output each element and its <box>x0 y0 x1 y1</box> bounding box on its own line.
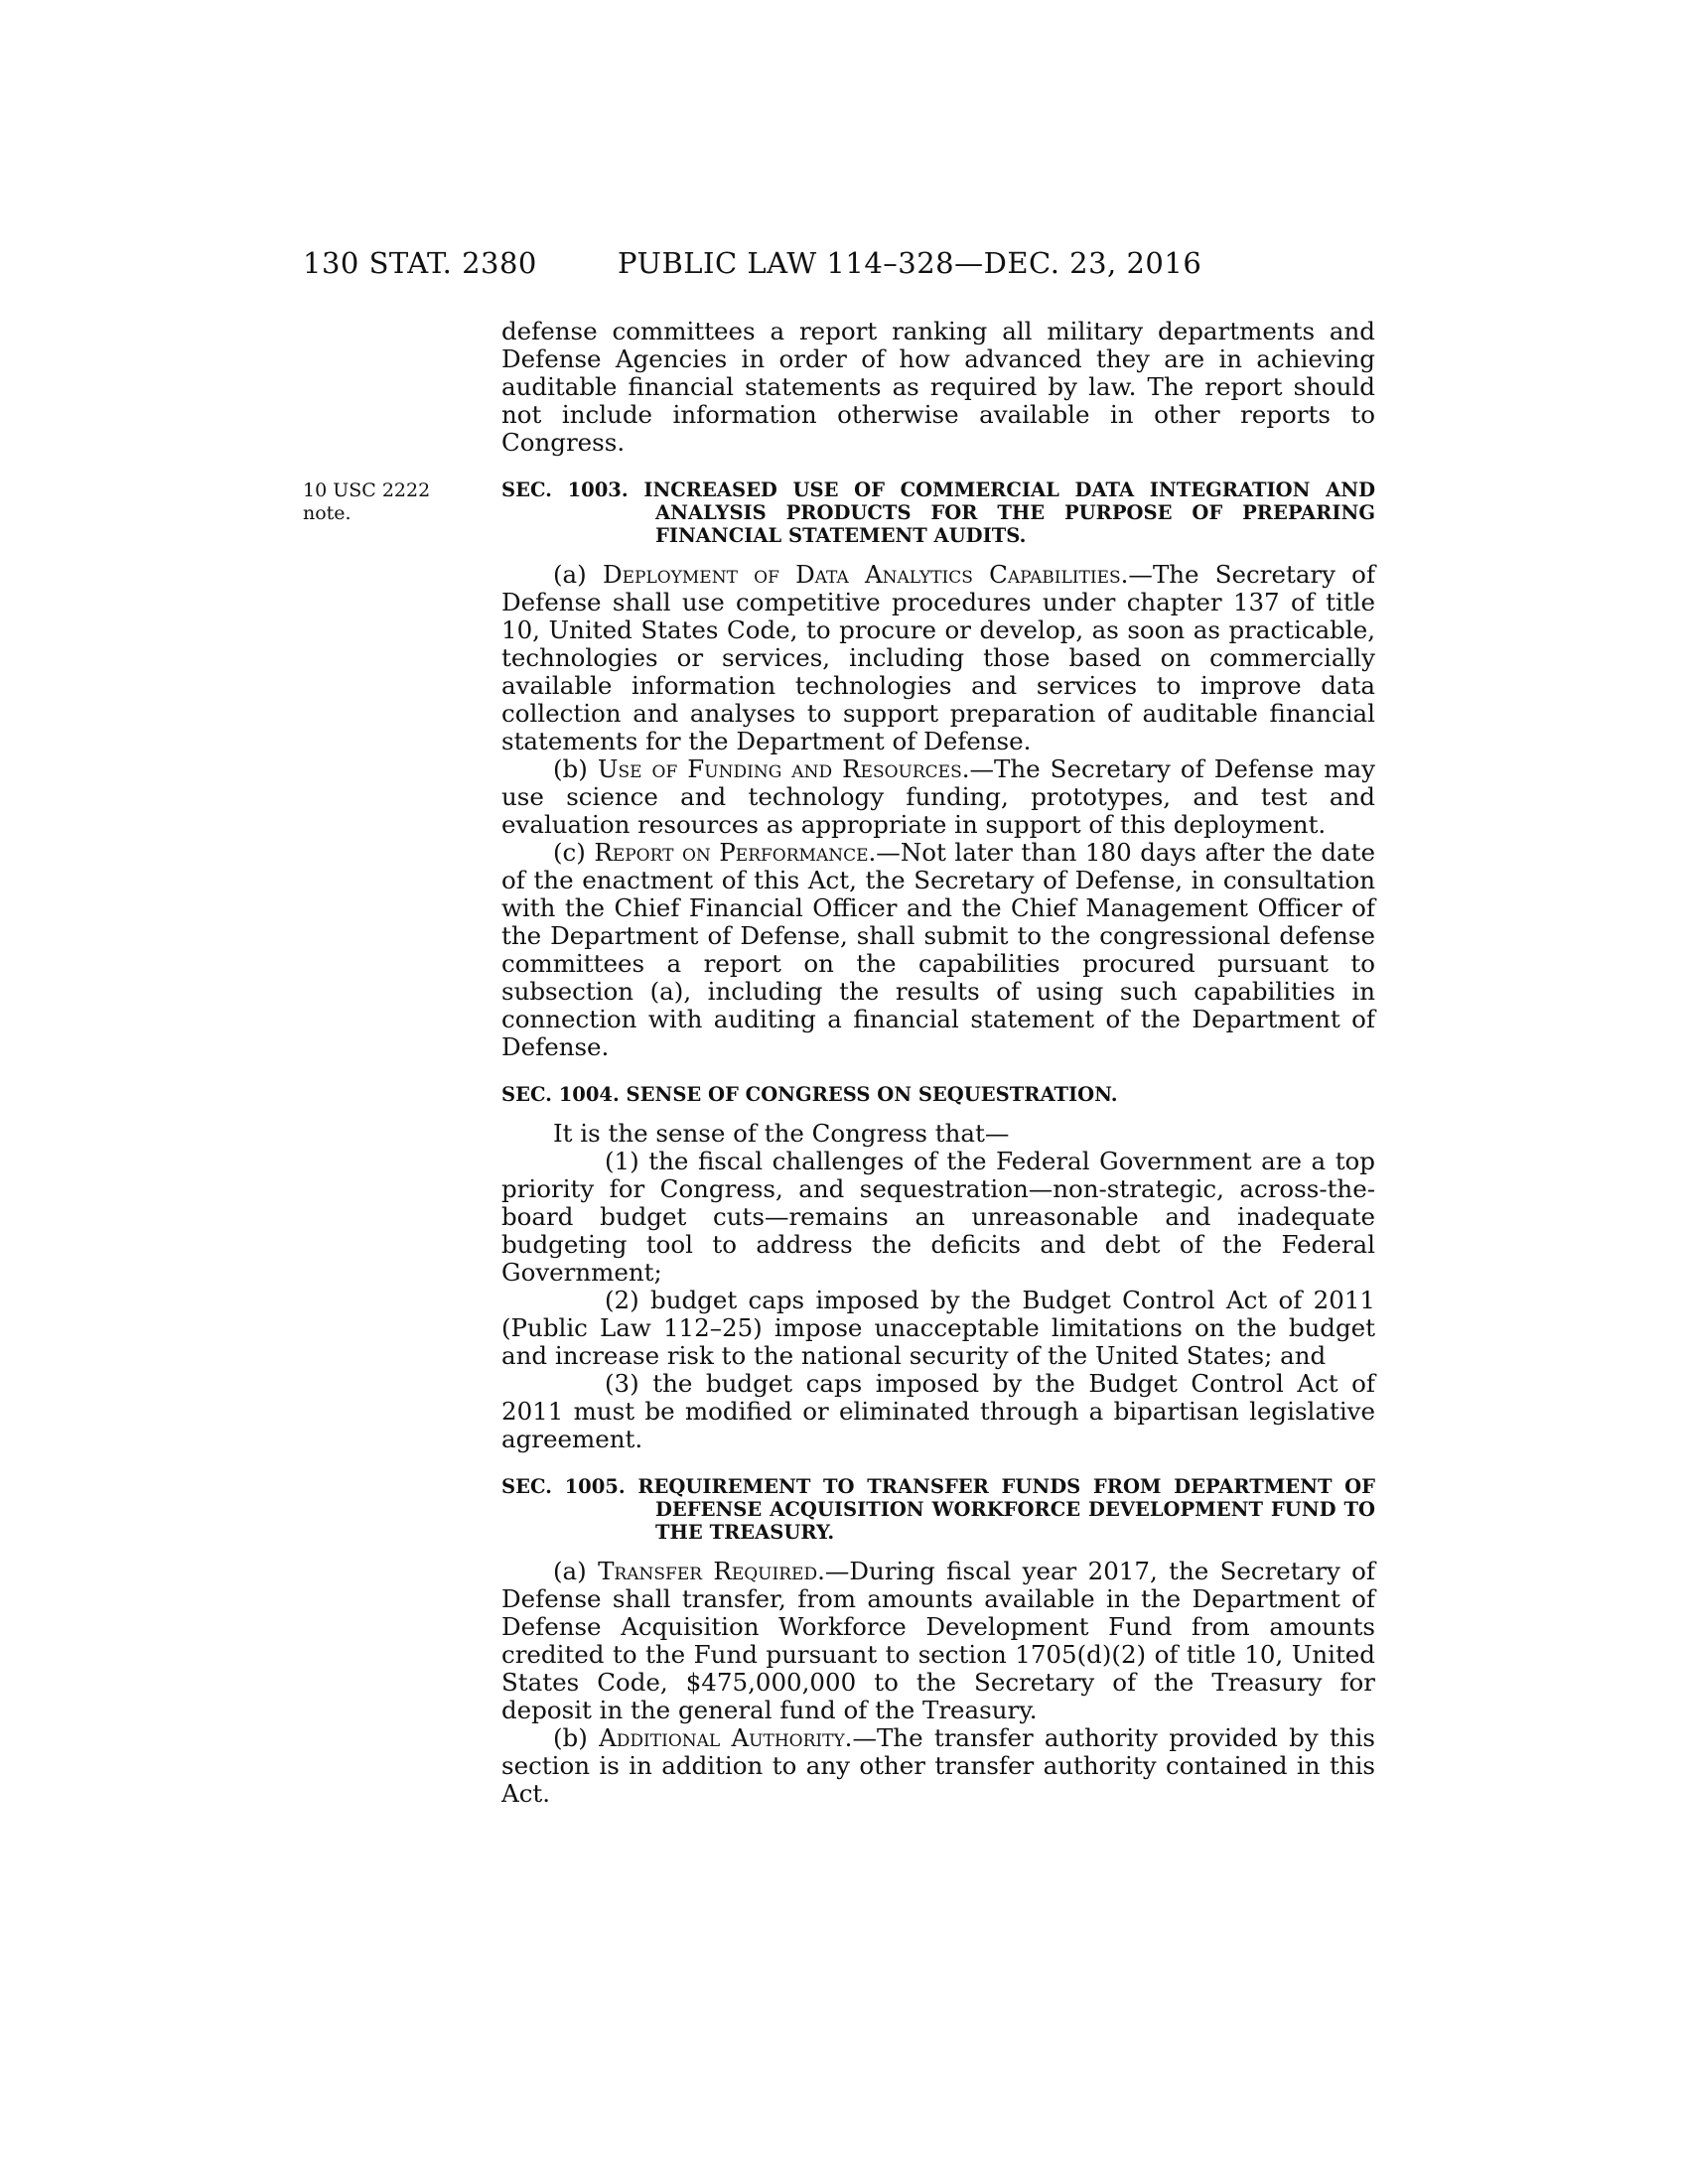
section-1005-heading: SEC. 1005. REQUIREMENT TO TRANSFER FUNDS FROM DEPARTMENT OF DEFENSE ACQUISITION WORKFORCE DEVELOPMENT FUND TO THE TREASURY. <box>501 1475 1375 1544</box>
section-1004-heading: SEC. 1004. SENSE OF CONGRESS ON SEQUESTRATION. <box>501 1083 1118 1106</box>
margin-note <box>303 479 430 525</box>
subsection-title: Deployment of Data Analytics Capabilities <box>602 560 1121 589</box>
public-law-title: PUBLIC LAW 114–328—DEC. 23, 2016 <box>618 246 1202 280</box>
subsection-text: The transfer authority provided by this section is in addition to any other transfer authority contained in this Act. <box>501 1723 1375 1808</box>
subsection-text: During fiscal year 2017, the Secretary of Defense shall transfer, from amounts available in the Department of Defense Acquisition Workforce Development Fund from amounts credited to the Fund pursuant to section 1705(d)(2) of title 10, United States Code, $475,000,000 to the Secretary of the Treasury for deposit in the general fund of the Treasury. <box>501 1557 1375 1724</box>
section-1004-item-3: (3) the budget caps imposed by the Budget Control Act of 2011 must be modified or eliminated through a bipartisan legislative agreement. <box>501 1369 1375 1453</box>
margin-note-label: note. <box>303 502 352 524</box>
section-1005-subsection-b: (b) Additional Authority.—The transfer authority provided by this section is in addition to any other transfer authority contained in this Act. <box>501 1723 1375 1808</box>
section-1004-item-2: (2) budget caps imposed by the Budget Control Act of 2011 (Public Law 112–25) impose unacceptable limitations on the budget and increase risk to the national security of the United States; and <box>501 1286 1375 1370</box>
section-1004-item-1: (1) the fiscal challenges of the Federal Government are a top priority for Congress, and sequestration—non-strategic, across-the-board budget cuts—remains an unreasonable and inadequate budgeting tool to address the deficits and debt of the Federal Government; <box>501 1147 1375 1287</box>
subsection-label: (b) <box>553 1723 588 1752</box>
section-1003-heading: SEC. 1003. INCREASED USE OF COMMERCIAL DATA INTEGRATION AND ANALYSIS PRODUCTS FOR THE PURPOSE OF PREPARING FINANCIAL STATEMENT AUDITS. <box>501 478 1375 547</box>
subsection-text: The Secretary of Defense may use science and technology funding, prototypes, and test and evaluation resources as appropriate in support of this deployment. <box>501 754 1375 839</box>
subsection-label: (c) <box>553 838 586 867</box>
page-header <box>0 246 1688 286</box>
margin-note-citation: 10 USC 2222 <box>303 479 431 501</box>
continuation-paragraph: defense committees a report ranking all military departments and Defense Agencies in order of how advanced they are in achieving auditable financial statements as required by law. The report should not include information otherwise available in other reports to Congress. <box>501 317 1375 457</box>
subsection-label: (b) <box>553 754 588 783</box>
subsection-text: The Secretary of Defense shall use competitive procedures under chapter 137 of title 10, United States Code, to procure or develop, as soon as practicable, technologies or services, including those based on commercially available information technologies and services to improve data collection and analyses to support preparation of auditable financial statements for the Department of Defense. <box>501 560 1376 755</box>
statute-page-number: 130 STAT. 2380 <box>303 246 537 280</box>
section-1005-subsection-a: (a) Transfer Required.—During fiscal year 2017, the Secretary of Defense shall transfer, from amounts available in the Department of Defense Acquisition Workforce Development Fund from amounts credited to the Fund pursuant to section 1705(d)(2) of title 10, United States Code, $475,000,000 to the Secretary of the Treasury for deposit in the general fund of the Treasury. <box>501 1557 1375 1724</box>
subsection-title: Report on Performance <box>594 838 869 867</box>
section-1003-subsection-a: (a) Deployment of Data Analytics Capabilities.—The Secretary of Defense shall use competitive procedures under chapter 137 of title 10, United States Code, to procure or develop, as soon as practicable, technologies or services, including those based on commercially available information technologies and services to improve data collection and analyses to support preparation of auditable financial statements for the Department of Defense. <box>501 560 1376 755</box>
subsection-title: Transfer Required <box>598 1557 818 1585</box>
subsection-label: (a) <box>553 1557 587 1585</box>
subsection-title: Additional Authority <box>599 1723 845 1752</box>
subsection-label: (a) <box>553 560 587 589</box>
subsection-title: Use of Funding and Resources <box>597 754 962 783</box>
document-body <box>501 318 1375 1808</box>
subsection-text: Not later than 180 days after the date of the enactment of this Act, the Secretary of Defense, in consultation with the Chief Financial Officer and the Chief Management Officer of the Department of Defense, shall submit to the congressional defense committees a report on the capabilities procured pursuant to subsection (a), including the results of using such capabilities in connection with auditing a financial statement of the Department of Defense. <box>501 838 1375 1061</box>
section-1003-subsection-b: (b) Use of Funding and Resources.—The Secretary of Defense may use science and technology funding, prototypes, and test and evaluation resources as appropriate in support of this deployment. <box>501 754 1375 839</box>
section-1003-subsection-c: (c) Report on Performance.—Not later than 180 days after the date of the enactment of this Act, the Secretary of Defense, in consultation with the Chief Financial Officer and the Chief Management Officer of the Department of Defense, shall submit to the congressional defense committees a report on the capabilities procured pursuant to subsection (a), including the results of using such capabilities in connection with auditing a financial statement of the Department of Defense. <box>501 838 1375 1061</box>
section-1004-intro: It is the sense of the Congress that— <box>553 1119 1010 1148</box>
